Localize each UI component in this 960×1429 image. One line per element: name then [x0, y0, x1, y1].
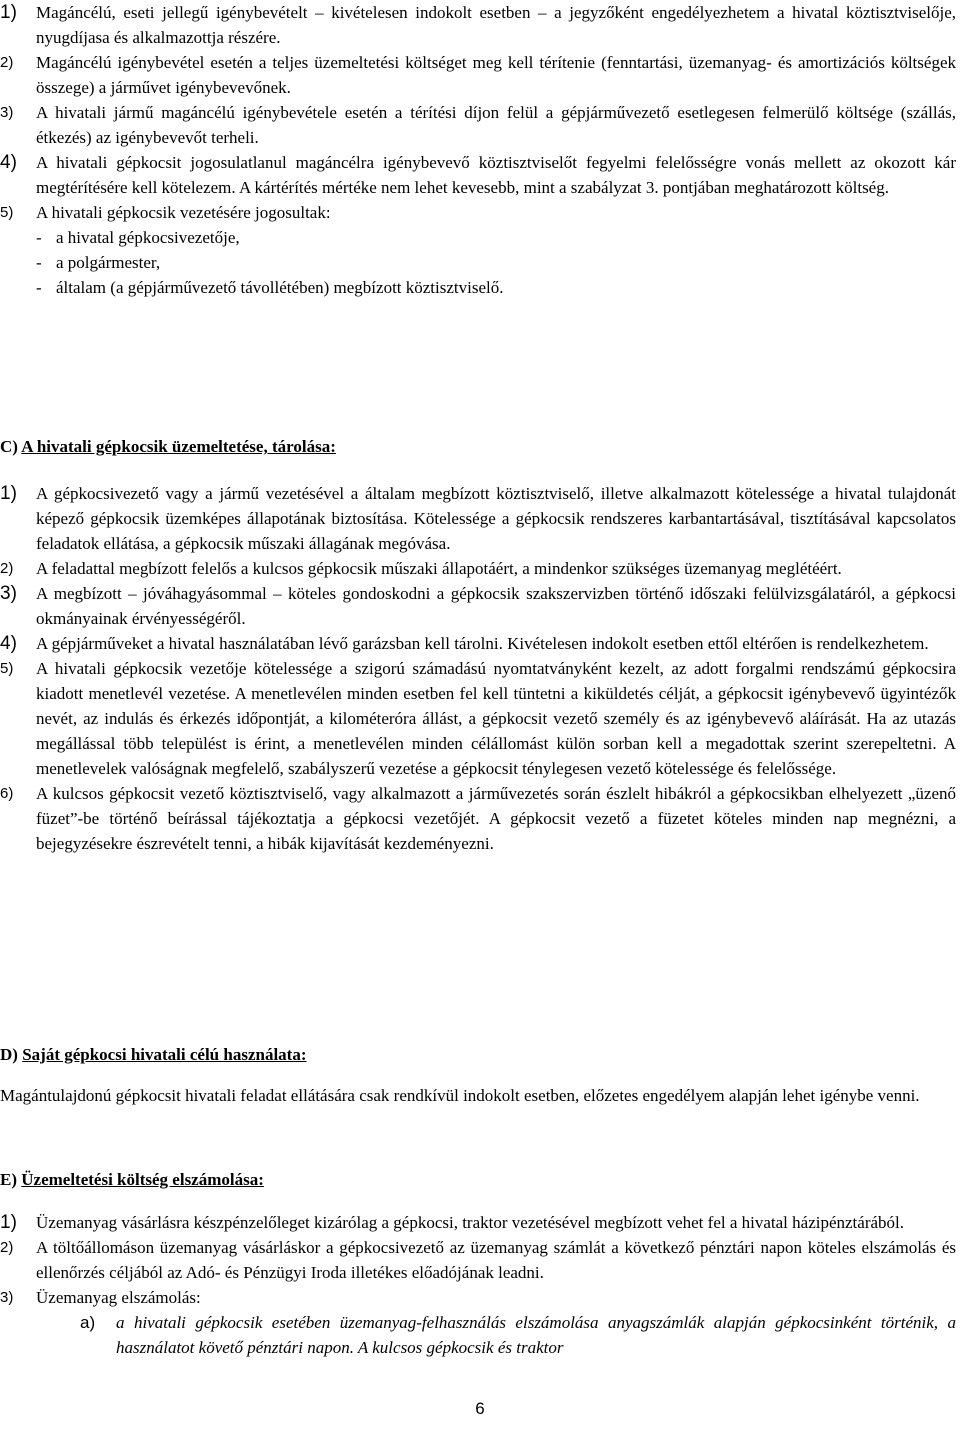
driver-text: a polgármester, — [56, 253, 161, 272]
section-prefix: C) — [0, 437, 22, 456]
section-prefix: E) — [0, 1170, 22, 1189]
list-item — [0, 100, 956, 150]
list-item — [0, 556, 956, 581]
driver-item — [0, 275, 956, 300]
item-number: 5) — [0, 204, 14, 221]
section-d-heading — [0, 1042, 956, 1067]
section-title: Saját gépkocsi hivatali célú használata: — [22, 1045, 307, 1064]
item-text: Magáncélú, eseti jellegű igénybevételt – kivételesen indokolt esetben – a jegyzőként engedélyezhetem a hivatal köztisztviselője, nyugdíjasa és alkalmazottja részére. — [36, 3, 956, 47]
sub-item-text: a hivatali gépkocsik esetében üzemanyag-felhasználás elszámolása anyagszámlák alapján gépkocsinként történik, a használatot követő pénztári napon. A kulcsos gépkocsik és traktor — [116, 1313, 956, 1357]
section-c — [0, 434, 956, 856]
section-title: Üzemeltetési költség elszámolása: — [21, 1170, 264, 1189]
item-number: 2) — [0, 1239, 14, 1256]
page-number: 6 — [475, 1399, 485, 1418]
item-number: 4) — [0, 633, 17, 654]
sub-item — [0, 1310, 956, 1360]
sub-item-letter: a) — [80, 1313, 96, 1332]
section-title: A hivatali gépkocsik üzemeltetése, tárolása: — [21, 437, 336, 456]
section-prefix: D) — [0, 1045, 23, 1064]
list-item — [0, 200, 956, 225]
item-number: 1) — [0, 2, 17, 23]
item-number: 6) — [0, 785, 14, 802]
section-e — [0, 1167, 956, 1360]
list-item — [0, 656, 956, 781]
list-item — [0, 0, 956, 50]
item-number: 2) — [0, 54, 14, 71]
dash-bullet: - — [36, 253, 42, 272]
item-number: 5) — [0, 660, 14, 677]
item-number: 3) — [0, 1289, 14, 1306]
item-text: Üzemanyag elszámolás: — [36, 1288, 201, 1307]
item-number: 1) — [0, 1212, 17, 1233]
item-text: A kulcsos gépkocsit vezető köztisztviselő, vagy alkalmazott a járművezetés során észlelt hibákról a gépkocsikban elhelyezett „üzenő füzet”-be történő beírással tájékoztatja a gépkocsi vezetőjét. A gépkocsit vezető a füzetet köteles minden nap megnézni, a bejegyzésekre észrevételt tenni, a hibák kijavítását kezdeményezni. — [36, 784, 956, 853]
section-e-heading — [0, 1167, 956, 1192]
item-text: A feladattal megbízott felelős a kulcsos gépkocsik műszaki állapotáért, a mindenkor szükséges üzemanyag meglétéért. — [36, 559, 842, 578]
item-number: 3) — [0, 583, 17, 604]
list-item — [0, 781, 956, 856]
top-list — [0, 0, 956, 300]
driver-item — [0, 250, 956, 275]
section-c-heading — [0, 434, 956, 459]
driver-item — [0, 225, 956, 250]
item-text: Üzemanyag vásárlásra készpénzelőleget kizárólag a gépkocsi, traktor vezetésével megbízott vehet fel a hivatal házipénztárából. — [36, 1213, 904, 1232]
list-item — [0, 1285, 956, 1310]
item-text: A hivatali gépkocsit jogosulatlanul magáncélra igénybevevő köztisztviselőt fegyelmi felelősségre vonás mellett az okozott kár megtérítésére kell kötelezem. A kártérítés mértéke nem lehet kevesebb, mint a szabályzat 3. pontjában meghatározott költség. — [36, 153, 956, 197]
item-text: A gépjárműveket a hivatal használatában lévő garázsban kell tárolni. Kivételesen indokolt esetben ettől eltérően is rendelkezhetem. — [36, 634, 929, 653]
item-text: A hivatali gépkocsik vezetésére jogosultak: — [36, 203, 331, 222]
list-item — [0, 1235, 956, 1285]
driver-text: a hivatal gépkocsivezetője, — [56, 228, 240, 247]
item-number: 4) — [0, 152, 17, 173]
list-item — [0, 50, 956, 100]
item-text: A töltőállomáson üzemanyag vásárláskor a gépkocsivezető az üzemanyag számlát a következő pénztári napon köteles elszámolás és ellenőrzés céljából az Adó- és Pénzügyi Iroda illetékes előadójának leadni. — [36, 1238, 956, 1282]
dash-bullet: - — [36, 278, 42, 297]
section-d-paragraph: Magántulajdonú gépkocsit hivatali feladat ellátására csak rendkívül indokolt esetben, előzetes engedélyem alapján lehet igénybe venni. — [0, 1086, 920, 1105]
list-item — [0, 1210, 956, 1235]
section-d — [0, 1042, 956, 1108]
item-number: 3) — [0, 104, 14, 121]
driver-text: általam (a gépjárművezető távollétében) megbízott köztisztviselő. — [56, 278, 504, 297]
item-text: A hivatali gépkocsik vezetője kötelessége a szigorú számadású nyomtatványként kezelt, az adott forgalmi rendszámú gépkocsira kiadott menetlevél vezetése. A menetlevélen minden esetben fel kell tüntetni a kiküldetés célját, a gépkocsit igénybevevő ügyintézők nevét, az indulás és érkezés időpontját, a kilométeróra állást, a gépkocsit vezető személy és az igénybevevő aláírását. Ha az utazás megállással több települést is érint, a menetlevélen minden célállomást külön sorban kell a megadottak szerint szerepeltetni. A menetlevelek valóságnak megfelelő, szabályszerű vezetése a gépkocsit ténylegesen vezető kötelessége és felelőssége. — [36, 659, 956, 778]
item-number: 2) — [0, 560, 14, 577]
item-text: A hivatali jármű magáncélú igénybevétele esetén a térítési díjon felül a gépjárművezető esetlegesen felmerülő költsége (szállás, étkezés) az igénybevevőt terheli. — [36, 103, 956, 147]
list-item — [0, 581, 956, 631]
dash-bullet: - — [36, 228, 42, 247]
item-number: 1) — [0, 483, 17, 504]
item-text: A megbízott – jóváhagyásommal – köteles gondoskodni a gépkocsik szakszervizben történő időszaki felülvizsgálatáról, a gépkocsi okmányainak érvényességéről. — [36, 584, 956, 628]
item-text: Magáncélú igénybevétel esetén a teljes üzemeltetési költséget meg kell térítenie (fenntartási, üzemanyag- és amortizációs költségek összege) a járművet igénybevevőnek. — [36, 53, 956, 97]
list-item — [0, 631, 956, 656]
item-text: A gépkocsivezető vagy a jármű vezetésével a általam megbízott köztisztviselő, illetve alkalmazott kötelessége a hivatal tulajdonát képező gépkocsik üzemképes állapotának biztosítása. Kötelessége a gépkocsik rendszeres karbantartásával, tisztításával kapcsolatos feladatok ellátása, a gépkocsik műszaki állagának megóvása. — [36, 484, 956, 553]
list-item — [0, 150, 956, 200]
list-item — [0, 481, 956, 556]
